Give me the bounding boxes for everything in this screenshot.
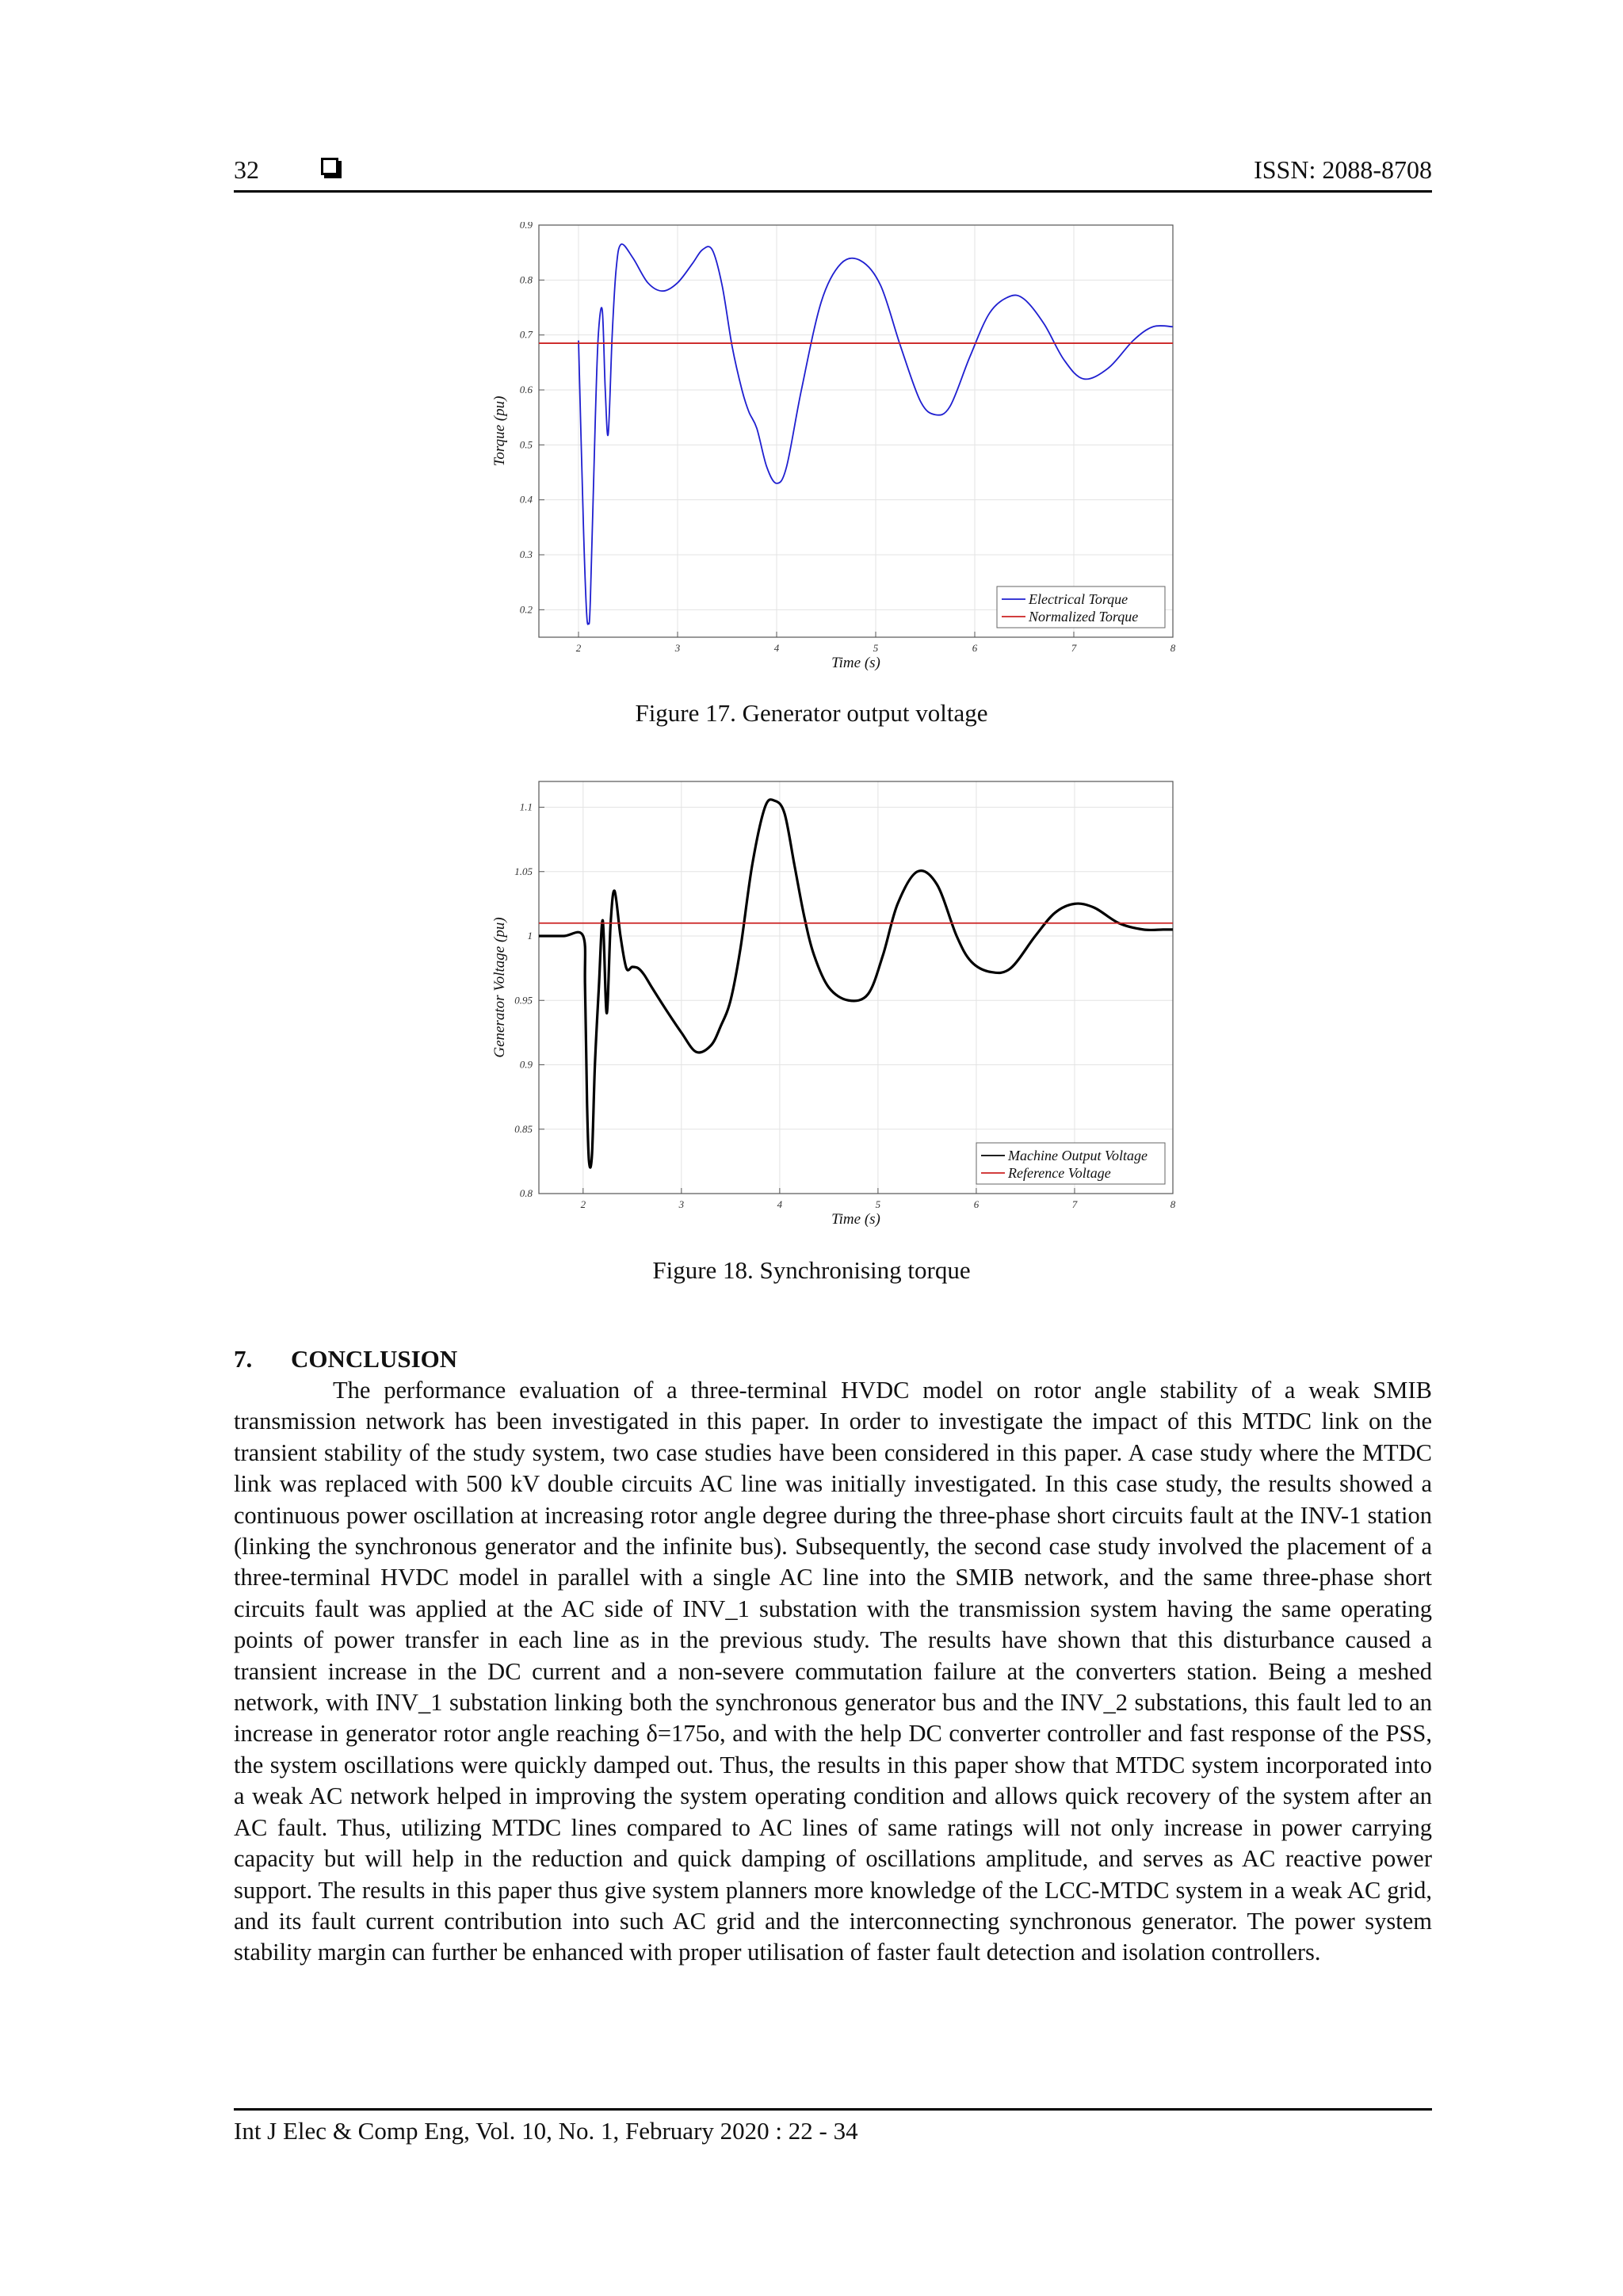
x-tick-label: 4 xyxy=(773,642,780,654)
y-axis-label: Generator Voltage (pu) xyxy=(491,917,508,1058)
section-title: CONCLUSION xyxy=(291,1345,458,1373)
section-number: 7. xyxy=(234,1345,253,1373)
x-tick-label: 2 xyxy=(575,642,582,654)
y-tick-label: 0.4 xyxy=(519,493,533,506)
y-tick-label: 0.85 xyxy=(514,1122,533,1135)
legend-label: Machine Output Voltage xyxy=(1008,1148,1148,1163)
y-axis-label: Torque (pu) xyxy=(491,395,508,467)
page-footer xyxy=(234,2108,1432,2145)
page-header xyxy=(234,155,1432,193)
issn: ISSN: 2088-8708 xyxy=(1254,155,1432,184)
conclusion-paragraph: The performance evaluation of a three-terminal HVDC model on rotor angle stability of a weak SMIB transmission network has been investigated in this paper. In order to investigate the impact of this MTDC link on the transient stability of the study system, two case studies have been considered in this paper. A case study where the MTDC link was replaced with 500 kV double circuits AC line was initially investigated. In this case study, the results showed a continuous power oscillation at increasing rotor angle degree during the three-phase short circuits fault at the INV-1 station (linking the synchronous generator and the infinite bus). Subsequently, the second case study involved the placement of a three-terminal HVDC model in parallel with a single AC line into the SMIB network, and the same three-phase short circuits fault was applied at the AC side of INV_1 substation with the transmission system having the same operating points of power transfer in each line as in the previous study. The results have shown that this disturbance caused a transient increase in the DC current and a non-severe commutation failure at the converters station. Being a meshed network, with INV_1 substation linking both the synchronous generator bus and the INV_2 substations, this fault led to an increase in generator rotor angle reaching δ=175o, and with the help DC converter controller and fast response of the PSS, the system oscillations were quickly damped out. Thus, the results in this paper show that MTDC system incorporated into a weak AC network helped in improving the system operating condition and allows quick recovery of the system after an AC fault. Thus, utilizing MTDC lines compared to AC lines of same ratings will not only increase in power carrying capacity but will help in the reduction and quick damping of oscillations amplitude, and serves as AC reactive power support. The results in this paper thus give system planners more knowledge of the LCC-MTDC system in a weak AC grid, and its fault current contribution into such AC grid and the interconnecting synchronous generator. The power system stability margin can further be enhanced with proper utilisation of faster fault detection and isolation controllers. xyxy=(234,1377,1432,1966)
y-tick-label: 0.9 xyxy=(519,1058,533,1071)
figure-17-caption: Figure 17. Generator output voltage xyxy=(635,699,988,727)
x-tick-label: 7 xyxy=(1071,642,1077,654)
y-tick-label: 0.8 xyxy=(519,1187,533,1199)
x-tick-label: 2 xyxy=(580,1198,586,1210)
x-tick-label: 3 xyxy=(678,1198,685,1210)
voltage-chart xyxy=(491,778,1189,1238)
y-tick-label: 1.1 xyxy=(519,800,533,813)
box-bullet-icon xyxy=(321,158,338,175)
y-tick-label: 0.7 xyxy=(519,328,533,341)
x-tick-label: 8 xyxy=(1170,1198,1176,1210)
x-tick-label: 5 xyxy=(875,1198,881,1210)
x-tick-label: 4 xyxy=(777,1198,783,1210)
x-tick-label: 7 xyxy=(1071,1198,1078,1210)
x-tick-label: 6 xyxy=(973,1198,980,1210)
y-tick-label: 1.05 xyxy=(514,865,533,877)
y-tick-label: 0.5 xyxy=(519,438,533,451)
torque-chart xyxy=(491,222,1189,682)
y-tick-label: 0.9 xyxy=(519,222,533,231)
y-tick-label: 0.8 xyxy=(519,273,533,286)
y-tick-label: 0.2 xyxy=(519,603,533,616)
footer-citation: Int J Elec & Comp Eng, Vol. 10, No. 1, February 2020 : 22 - 34 xyxy=(234,2117,858,2145)
figure-18-caption: Figure 18. Synchronising torque xyxy=(652,1256,971,1284)
figure-18 xyxy=(491,778,1189,1238)
x-axis-label: Time (s) xyxy=(831,1211,880,1228)
section-heading xyxy=(234,1343,1432,1375)
figure-17 xyxy=(491,222,1189,682)
conclusion-section xyxy=(234,1343,1432,1969)
y-tick-label: 0.95 xyxy=(514,994,533,1007)
x-tick-label: 8 xyxy=(1170,642,1176,654)
x-tick-label: 3 xyxy=(674,642,681,654)
y-tick-label: 0.3 xyxy=(519,548,533,560)
legend-label: Electrical Torque xyxy=(1029,591,1128,607)
x-tick-label: 5 xyxy=(873,642,879,654)
plot-frame xyxy=(539,225,1173,637)
legend-label: Normalized Torque xyxy=(1029,609,1139,625)
plot-frame xyxy=(539,781,1173,1194)
y-tick-label: 0.6 xyxy=(519,384,533,395)
legend-label: Reference Voltage xyxy=(1008,1165,1111,1181)
x-tick-label: 6 xyxy=(972,642,978,654)
series-line-machine-output-voltage xyxy=(539,800,1173,1167)
y-tick-label: 1 xyxy=(527,930,533,942)
x-axis-label: Time (s) xyxy=(831,655,880,671)
page-number: 32 xyxy=(234,155,259,184)
